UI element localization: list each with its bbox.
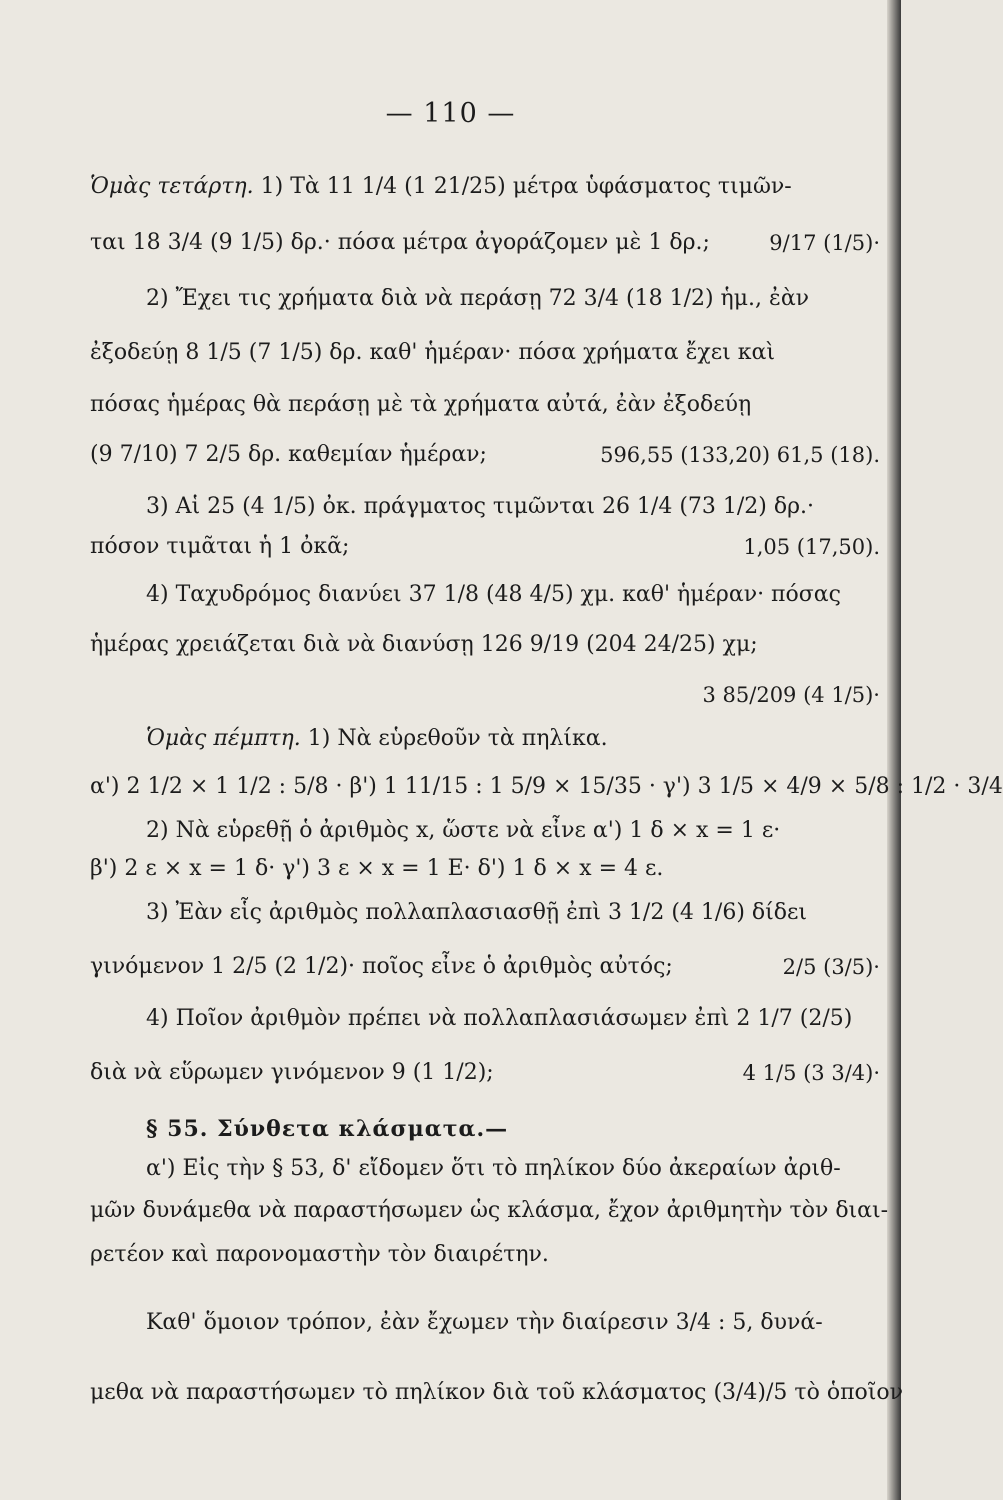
text-line: πόσον τιμᾶται ἡ 1 ὀκᾶ; 1,05 (17,50). (90, 524, 880, 570)
page-edge-shadow (887, 0, 901, 1500)
text-line: (9 7/10) 7 2/5 δρ. καθεμίαν ἡμέραν; 596,55 (133,20) 61,5 (18). (90, 432, 880, 478)
text-line: ἡμέρας χρειάζεται διὰ νὰ διανύσῃ 126 9/19 (204 24/25) χμ; (90, 632, 758, 657)
text-line: 2) Νὰ εὑρεθῇ ὁ ἀριθμὸς x, ὥστε νὰ εἶνε α') 1 δ × x = 1 ε· (146, 818, 781, 843)
text-line: α') 2 1/2 × 1 1/2 : 5/8 · β') 1 11/15 : 1 5/9 × 15/35 · γ') 3 1/5 × 4/9 × 5/8 : 1/2 · 3/4 (90, 774, 1003, 799)
text-line: 4) Ταχυδρόμος διανύει 37 1/8 (48 4/5) χμ. καθ' ἡμέραν· πόσας (146, 582, 841, 607)
text-line: 2) Ἔχει τις χρήματα διὰ νὰ περάσῃ 72 3/4 (18 1/2) ἡμ., ἐὰν (146, 286, 810, 311)
text-line: ἐξοδεύῃ 8 1/5 (7 1/5) δρ. καθ' ἡμέραν· πόσα χρήματα ἔχει καὶ (90, 340, 775, 365)
text-line: Ὁμὰς τετάρτη. 1) Τὰ 11 1/4 (1 21/25) μέτρα ὑφάσματος τιμῶν- (90, 174, 792, 199)
text-line: ται 18 3/4 (9 1/5) δρ.· πόσα μέτρα ἀγοράζομεν μὲ 1 δρ.; 9/17 (1/5)· (90, 220, 880, 266)
text-line (90, 672, 880, 718)
text-line: 4) Ποῖον ἀριθμὸν πρέπει νὰ πολλαπλασιάσωμεν ἐπὶ 2 1/7 (2/5) (146, 1006, 853, 1031)
text-line: μῶν δυνάμεθα νὰ παραστήσωμεν ὡς κλάσμα, ἔχον ἀριθμητὴν τὸν διαι- (90, 1198, 889, 1223)
text-line: 3) Ἐὰν εἷς ἀριθμὸς πολλαπλασιασθῇ ἐπὶ 3 1/2 (4 1/6) δίδει (146, 900, 808, 925)
text-line: ρετέον καὶ παρονομαστὴν τὸν διαιρέτην. (90, 1242, 549, 1267)
page-number: — 110 — (385, 98, 516, 129)
text-line: α') Εἰς τὴν § 53, δ' εἴδομεν ὅτι τὸ πηλίκον δύο ἀκεραίων ἀριθ- (146, 1156, 841, 1181)
answer: 4 1/5 (3 3/4)· (742, 1061, 880, 1085)
text-line: διὰ νὰ εὕρωμεν γινόμενον 9 (1 1/2); 4 1/5 (3 3/4)· (90, 1050, 880, 1096)
text-line: πόσας ἡμέρας θὰ περάσῃ μὲ τὰ χρήματα αὐτά, ἐὰν ἐξοδεύῃ (90, 392, 752, 417)
answer: 9/17 (1/5)· (769, 231, 880, 255)
answer: 1,05 (17,50). (743, 535, 880, 559)
answer: 596,55 (133,20) 61,5 (18). (600, 443, 880, 467)
answer: 2/5 (3/5)· (782, 955, 880, 979)
group-heading: Ὁμὰς πέμπτη. (146, 726, 301, 751)
section-heading: § 55. Σύνθετα κλάσματα.— (146, 1116, 509, 1142)
text-line: Καθ' ὅμοιον τρόπον, ἐὰν ἔχωμεν τὴν διαίρεσιν 3/4 : 5, δυνά- (146, 1310, 823, 1335)
text-line: Ὁμὰς πέμπτη. 1) Νὰ εὑρεθοῦν τὰ πηλίκα. (146, 726, 608, 751)
group-heading: Ὁμὰς τετάρτη. (90, 174, 254, 199)
text-line: 3) Αἱ 25 (4 1/5) ὀκ. πράγματος τιμῶνται 26 1/4 (73 1/2) δρ.· (146, 494, 815, 519)
text-line: β') 2 ε × x = 1 δ· γ') 3 ε × x = 1 Ε· δ') 1 δ × x = 4 ε. (90, 856, 664, 881)
answer: 3 85/209 (4 1/5)· (702, 683, 880, 707)
text-line: μεθα νὰ παραστήσωμεν τὸ πηλίκον διὰ τοῦ κλάσματος (3/4)/5 τὸ ὁποῖον (90, 1380, 904, 1405)
text-line: γινόμενον 1 2/5 (2 1/2)· ποῖος εἶνε ὁ ἀριθμὸς αὐτός; 2/5 (3/5)· (90, 944, 880, 990)
